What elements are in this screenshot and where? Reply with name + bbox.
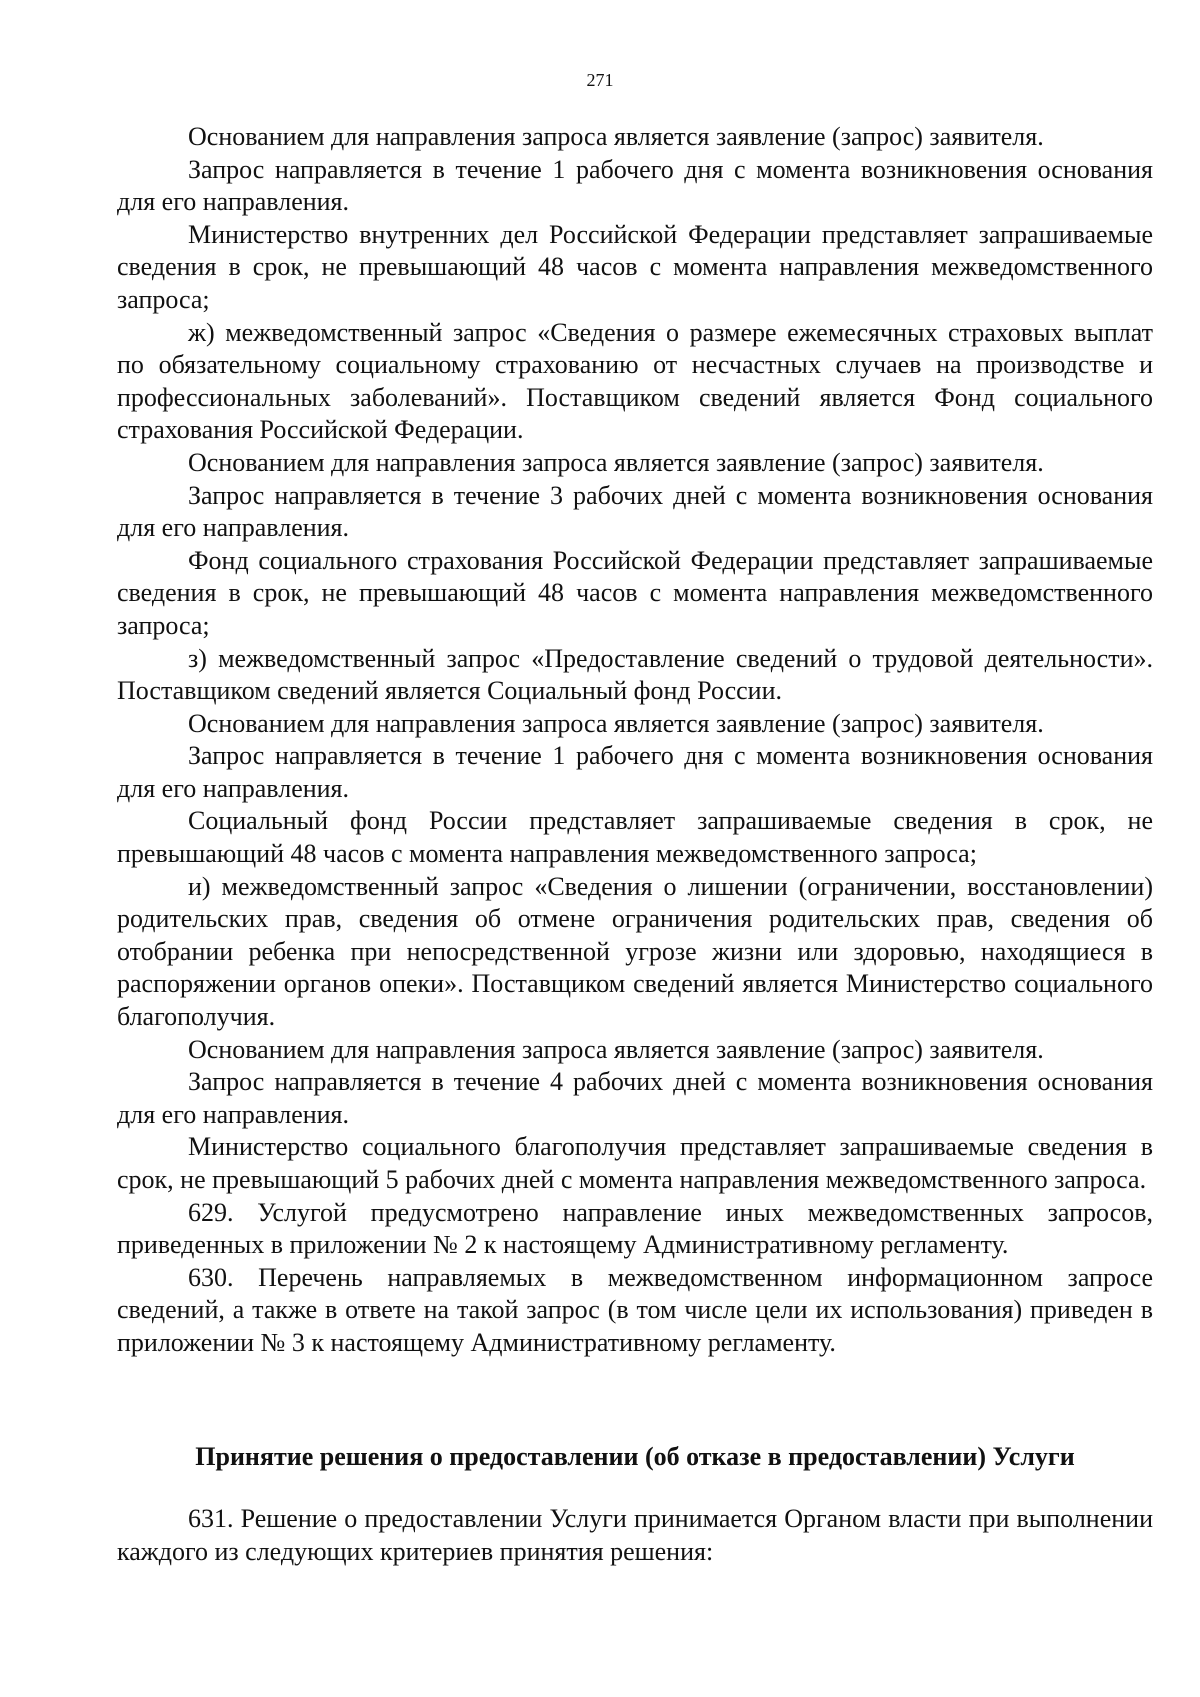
paragraph: Основанием для направления запроса является заявление (запрос) заявителя. [188, 447, 1044, 477]
paragraph: Министерство внутренних дел Российской Федерации представляет запрашиваемые сведения в срок, не превышающий 48 часов с момента направления межведомственного запроса; [117, 219, 1153, 314]
section-body-text [117, 1503, 1153, 1568]
paragraph: Основанием для направления запроса является заявление (запрос) заявителя. [188, 1034, 1044, 1064]
paragraph: 630. Перечень направляемых в межведомственном информационном запросе сведений, а также в ответе на такой запрос (в том числе цели их использования) приведен в приложении № 3 к настоящему Административному регламенту. [117, 1262, 1153, 1357]
paragraph: Запрос направляется в течение 1 рабочего дня с момента возникновения основания для его направления. [117, 154, 1153, 217]
page-number: 271 [586, 70, 614, 90]
body-text [117, 121, 1153, 1360]
paragraph: Основанием для направления запроса является заявление (запрос) заявителя. [188, 122, 1044, 151]
paragraph: Министерство социального благополучия представляет запрашиваемые сведения в срок, не превышающий 5 рабочих дней с момента направления межведомственного запроса. [117, 1132, 1153, 1194]
paragraph: 629. Услугой предусмотрено направление иных межведомственных запросов, приведенных в приложении № 2 к настоящему Административному регламенту. [117, 1197, 1153, 1260]
paragraph: Запрос направляется в течение 4 рабочих дней с момента возникновения основания для его направления. [117, 1067, 1153, 1129]
paragraph: Основанием для направления запроса является заявление (запрос) заявителя. [188, 708, 1044, 738]
paragraph: ж) межведомственный запрос «Сведения о размере ежемесячных страховых выплат по обязательному социальному страхованию от несчастных случаев на производстве и профессиональных заболеваний». Поставщиком сведений является Фонд социального страхования Российской Федерации. [117, 317, 1153, 445]
paragraph: з) межведомственный запрос «Предоставление сведений о трудовой деятельности». Поставщиком сведений является Социальный фонд России. [117, 643, 1153, 706]
paragraph: 631. Решение о предоставлении Услуги принимается Органом власти при выполнении каждого из следующих критериев принятия решения: [117, 1504, 1153, 1566]
paragraph: Запрос направляется в течение 3 рабочих дней с момента возникновения основания для его направления. [117, 480, 1153, 543]
paragraph: Запрос направляется в течение 1 рабочего дня с момента возникновения основания для его направления. [117, 741, 1153, 803]
paragraph: и) межведомственный запрос «Сведения о лишении (ограничении, восстановлении) родительских прав, сведения об отмене ограничения родительских прав, сведения об отобрании ребенка при непосредственной угрозе жизни или здоровью, находящиеся в распоряжении органов опеки». Поставщиком сведений является Министерство социального благополучия. [117, 871, 1153, 1032]
section-heading: Принятие решения о предоставлении (об отказе в предоставлении) Услуги [195, 1442, 1075, 1471]
paragraph: Социальный фонд России представляет запрашиваемые сведения в срок, не превышающий 48 часов с момента направления межведомственного запроса; [117, 806, 1153, 869]
paragraph: Фонд социального страхования Российской Федерации представляет запрашиваемые сведения в срок, не превышающий 48 часов с момента направления межведомственного запроса; [117, 545, 1153, 640]
